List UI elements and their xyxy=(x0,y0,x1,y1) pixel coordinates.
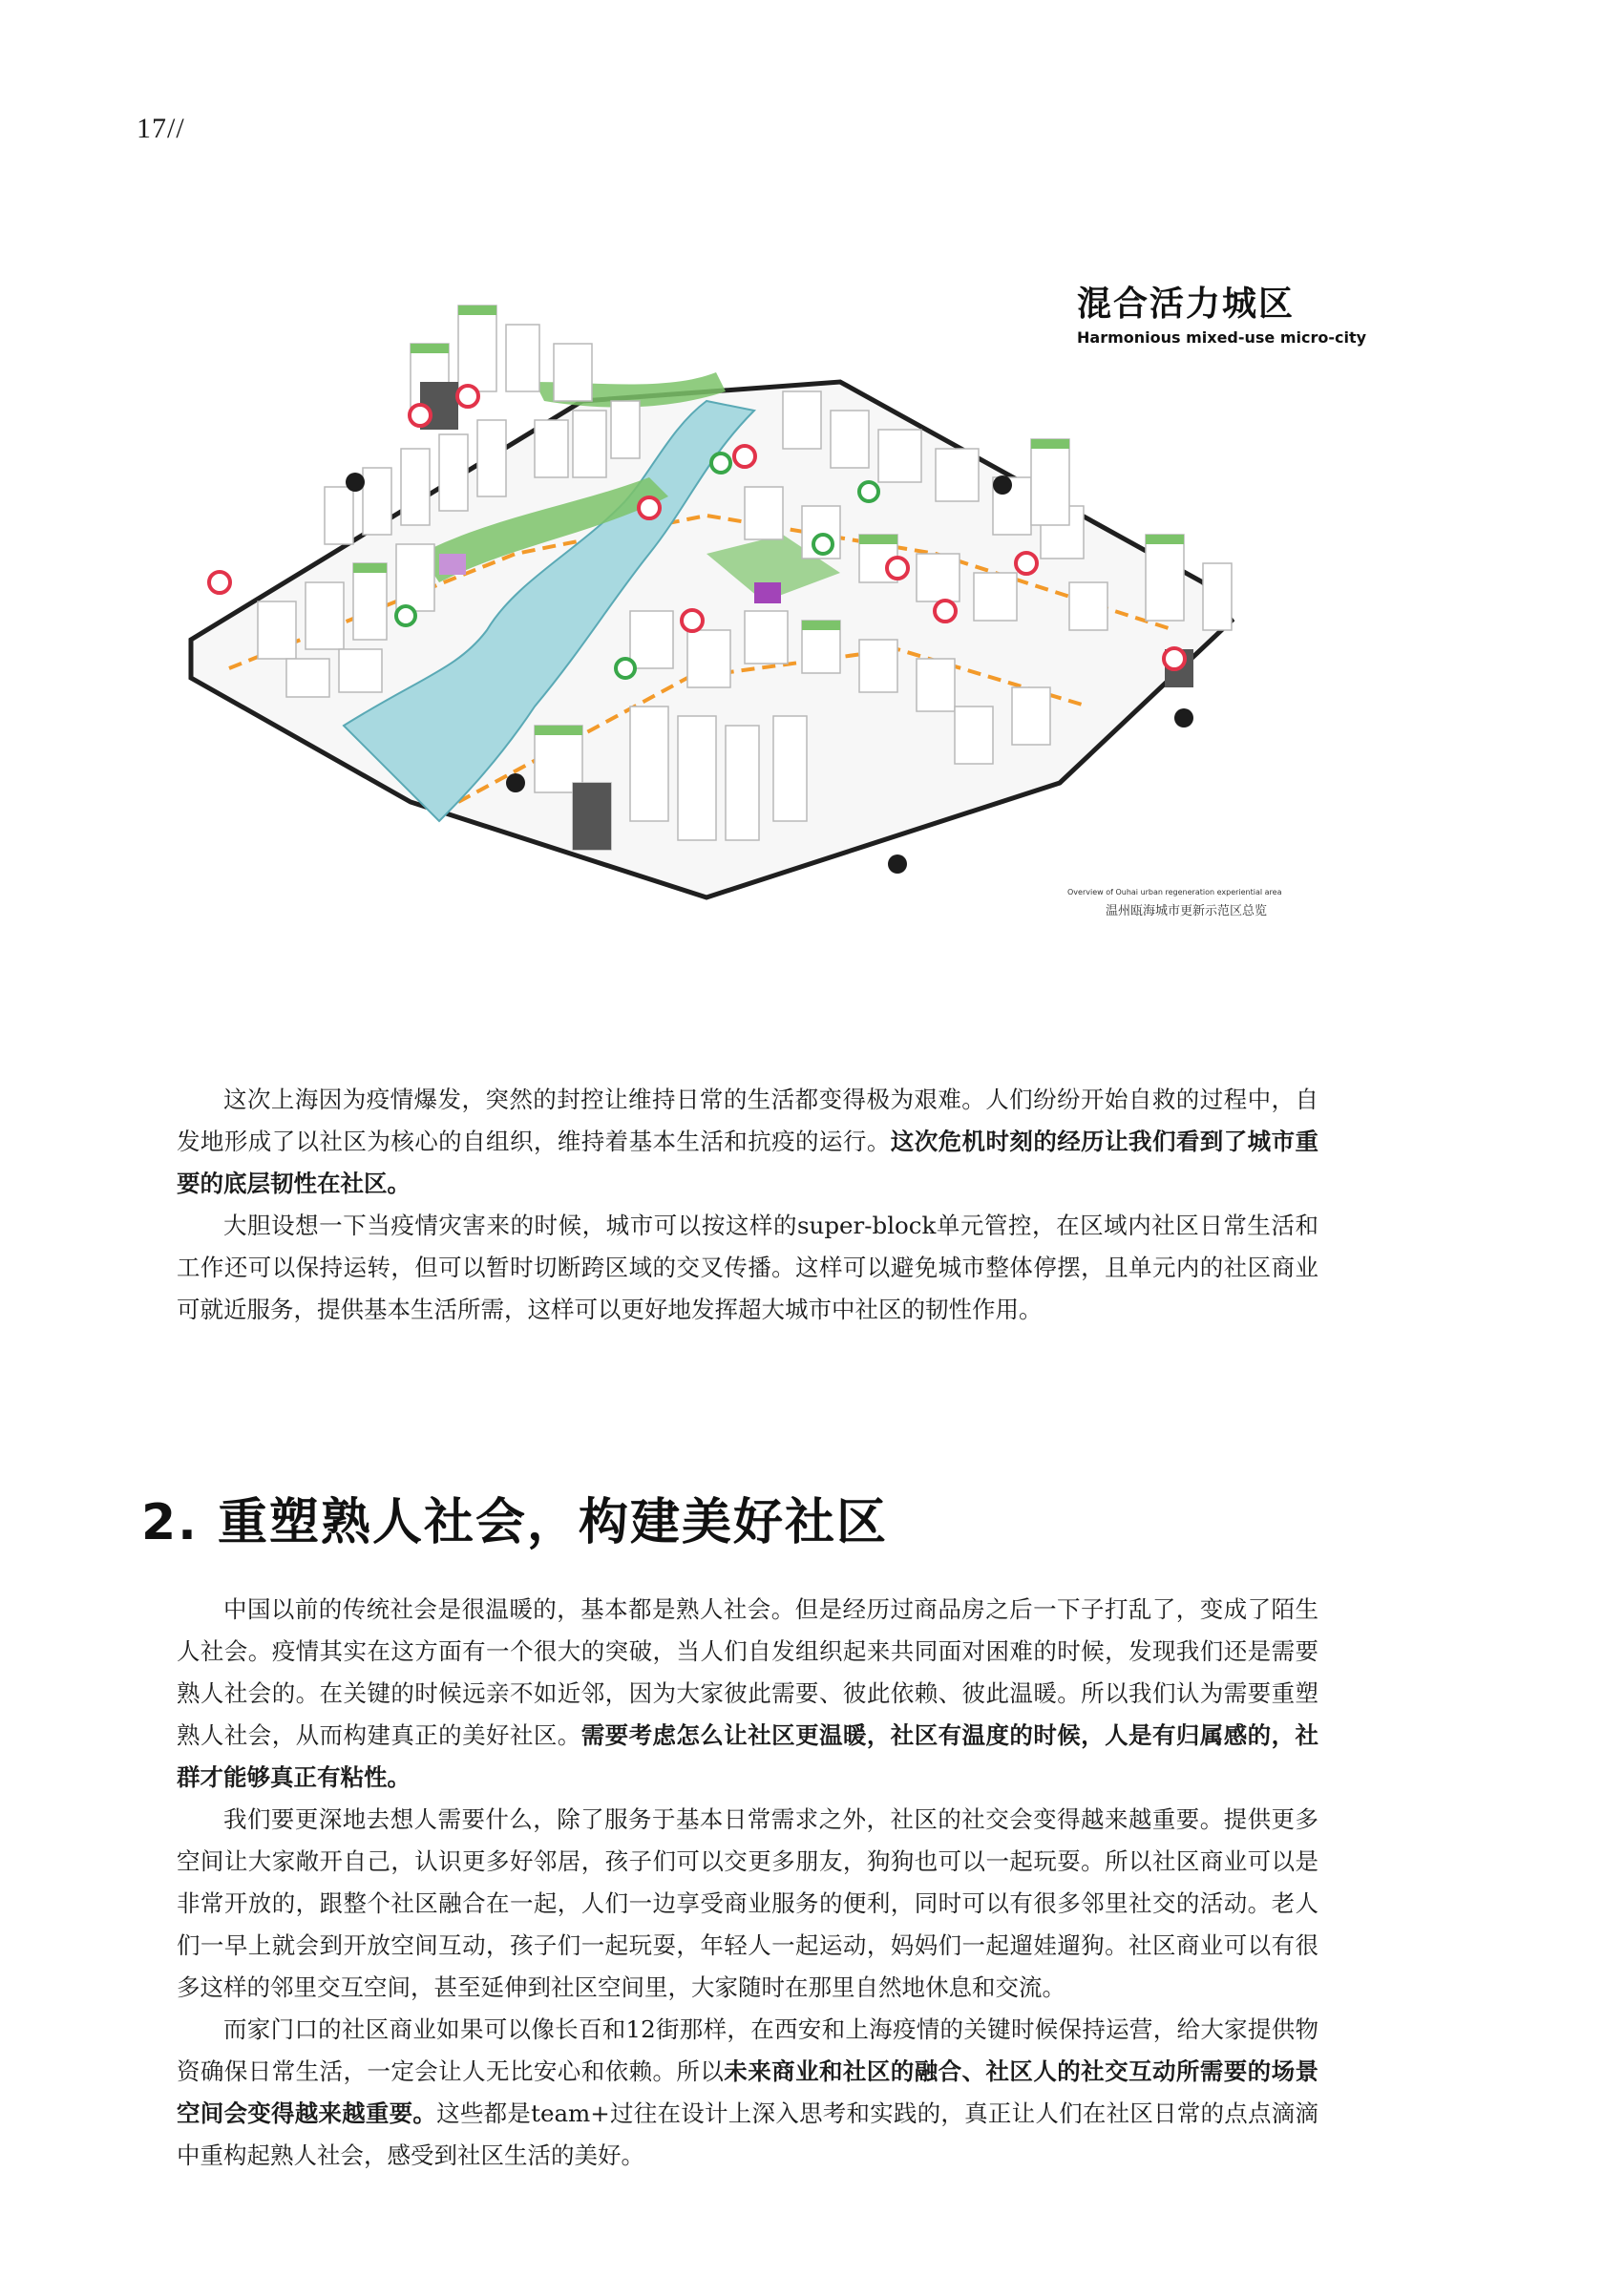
figure-caption-english: Overview of Ouhai urban regeneration experiential area xyxy=(1067,888,1282,896)
paragraph xyxy=(177,2009,1318,2177)
figure-subtitle: Harmonious mixed-use micro-city xyxy=(1077,328,1367,347)
parking-block xyxy=(573,783,611,850)
paragraph xyxy=(177,1589,1318,1799)
activity-block xyxy=(754,582,781,603)
paragraph-text: 而家门口的社区商业如果可以像长百和12街那样，在西安和上海疫情的关键时候保持运营，给大家提供物资确保日常生活，一定会让人无比安心和依赖。所以 xyxy=(177,2015,1318,2085)
paragraph: 我们要更深地去想人需要什么，除了服务于基本日常需求之外，社区的社交会变得越来越重要。提供更多空间让大家敞开自己，认识更多好邻居，孩子们可以交更多朋友，狗狗也可以一起玩耍。所以社区商业可以是非常开放的，跟整个社区融合在一起，人们一边享受商业服务的便利，同时可以有很多邻里社交的活动。老人们一早上就会到开放空间互动，孩子们一起玩耍，年轻人一起运动，妈妈们一起遛娃遛狗。社区商业可以有很多这样的邻里交互空间，甚至延伸到社区空间里，大家随时在那里自然地休息和交流。 xyxy=(177,1805,1318,2001)
paragraph-text: 这些都是team+过往在设计上深入思考和实践的，真正让人们在社区日常的点点滴滴中重构起熟人社会，感受到社区生活的美好。 xyxy=(177,2099,1318,2169)
paragraph-emphasis: 未来商业和社区的融合、社区人的社交互动所需要的场景空间会变得越来越重要。 xyxy=(177,2057,1319,2127)
page-number: 17// xyxy=(137,113,185,144)
city-overview-illustration xyxy=(172,267,1413,955)
section2-body xyxy=(177,1589,1318,2177)
figure-caption-chinese: 温州瓯海城市更新示范区总览 xyxy=(1106,904,1268,918)
section1-body xyxy=(177,1079,1318,1331)
paragraph-emphasis: 这次危机时刻的经历让我们看到了城市重要的底层韧性在社区。 xyxy=(177,1128,1318,1197)
paragraph-text: 中国以前的传统社会是很温暖的，基本都是熟人社会。但是经历过商品房之后一下子打乱了，变成了陌生人社会。疫情其实在这方面有一个很大的突破，当人们自发组织起来共同面对困难的时候，发现我们还是需要熟人社会的。在关键的时候远亲不如近邻，因为大家彼此需要、彼此依赖、彼此温暖。所以我们认为需要重塑熟人社会，从而构建真正的美好社区。 xyxy=(177,1595,1318,1749)
paragraph-emphasis: 需要考虑怎么让社区更温暖，社区有温度的时候，人是有归属感的，社群才能够真正有粘性。 xyxy=(177,1721,1318,1791)
figure-title: 混合活力城区 xyxy=(1077,285,1296,324)
paragraph: 大胆设想一下当疫情灾害来的时候，城市可以按这样的super-block单元管控，在区域内社区日常生活和工作还可以保持运转，但可以暂时切断跨区域的交叉传播。这样可以避免城市整体停摆，且单元内的社区商业可就近服务，提供基本生活所需，这样可以更好地发挥超大城市中社区的韧性作用。 xyxy=(177,1212,1318,1323)
paragraph-text: 这次上海因为疫情爆发，突然的封控让维持日常的生活都变得极为艰难。人们纷纷开始自救的过程中，自发地形成了以社区为核心的自组织，维持着基本生活和抗疫的运行。 xyxy=(177,1086,1318,1155)
section-heading: 2. 重塑熟人社会，构建美好社区 xyxy=(141,1494,889,1551)
paragraph xyxy=(177,1079,1318,1205)
activity-block xyxy=(439,554,466,575)
